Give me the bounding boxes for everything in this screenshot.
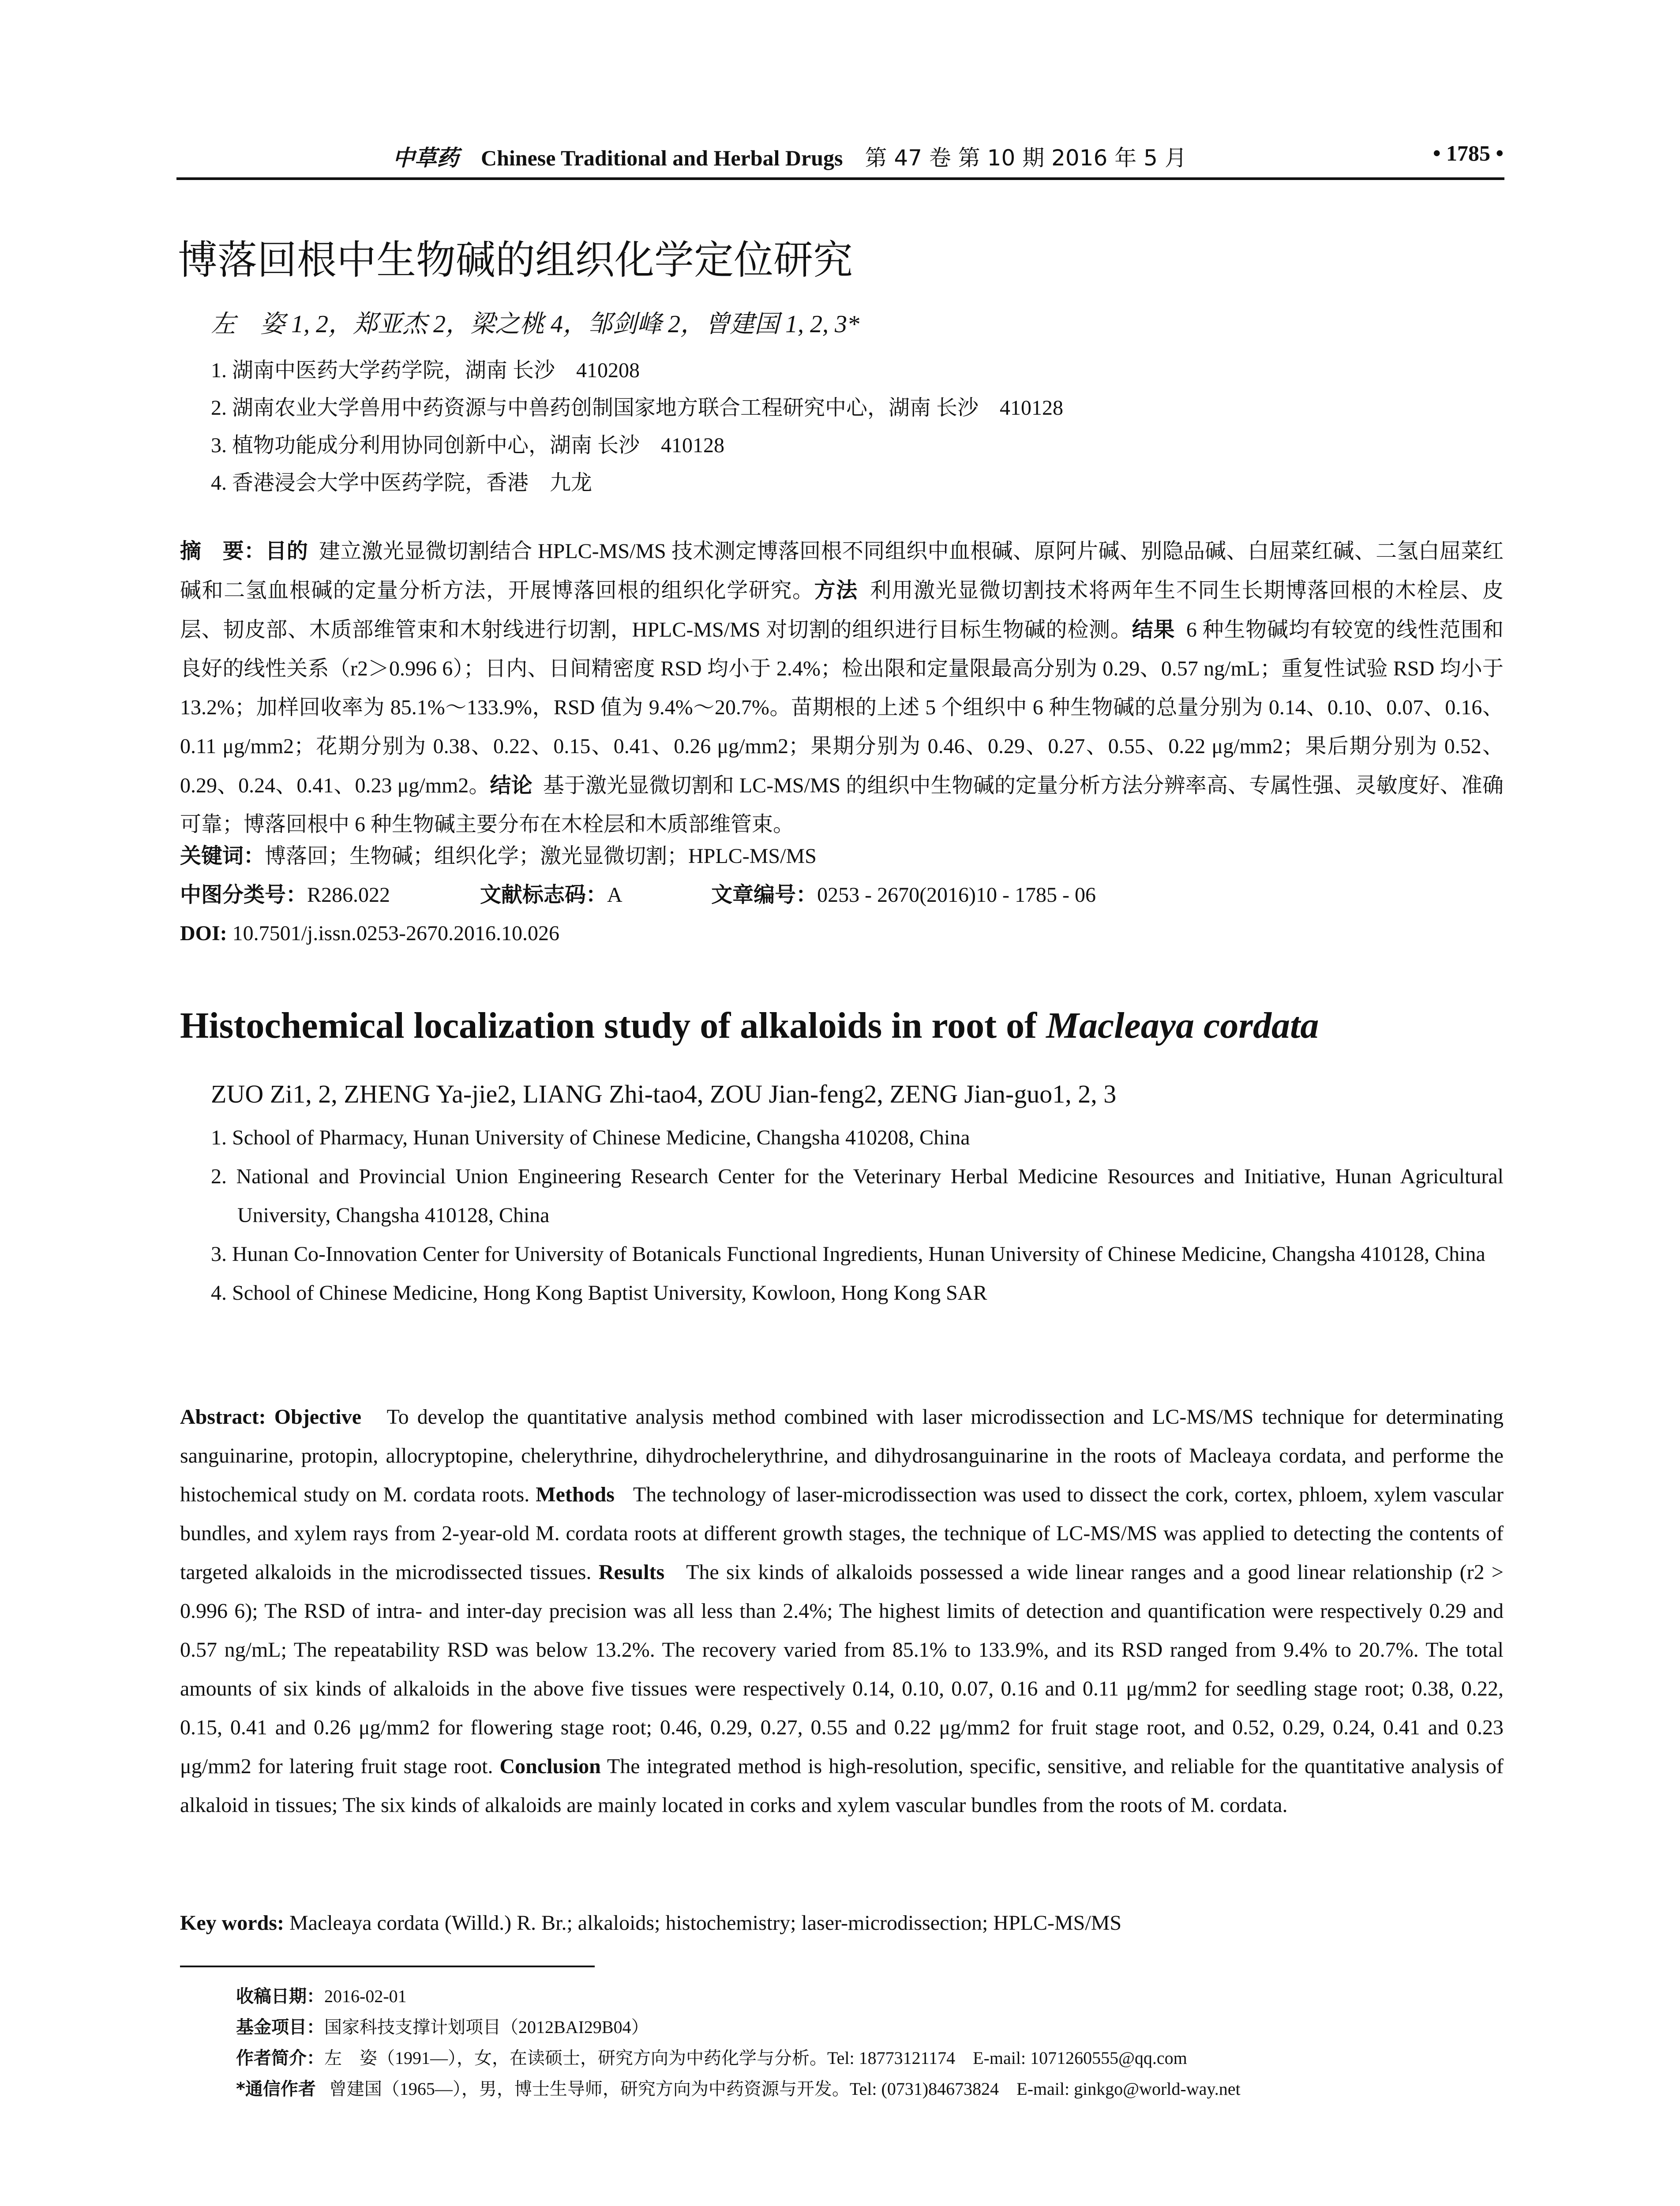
english-title-main: Histochemical localization study of alkaloids in root of bbox=[180, 1005, 1046, 1046]
running-header bbox=[393, 140, 1187, 176]
methods-text: 利用激光显微切割技术将两年生不同生长期博落回根的木栓层、皮层、韧皮部、木质部维管束和木射线进行切割，HPLC-MS/MS 对切割的组织进行目标生物碱的检测。 bbox=[180, 579, 1504, 642]
abstract-label: 摘 要： bbox=[180, 539, 266, 563]
page-number: • 1785 • bbox=[1432, 141, 1504, 165]
english-affiliations bbox=[211, 1118, 1504, 1313]
en-methods-text: The technology of laser-microdissection was used to dissect the cork, cortex, phloem, xylem vascular bundles, and xylem rays from 2-year-old M. cordata roots at different growth stages, the technique of LC-MS/MS was applied to detecting the contents of targeted alkaloids in the microdissected tissues. bbox=[180, 1483, 1504, 1584]
clc-value: R286.022 bbox=[307, 883, 390, 907]
footnote-funding bbox=[236, 2012, 649, 2043]
chinese-keywords bbox=[180, 838, 817, 874]
methods-label: 方法 bbox=[814, 578, 858, 603]
footnote-corresponding bbox=[236, 2074, 1241, 2105]
en-abstract-label: Abstract: Objective bbox=[180, 1405, 362, 1429]
en-methods-label: Methods bbox=[536, 1483, 615, 1506]
doc-code-label: 文献标志码： bbox=[480, 882, 608, 907]
en-keywords-text: Macleaya cordata (Willd.) R. Br.; alkaloids; histochemistry; laser-microdissection; HPLC-MS/MS bbox=[289, 1911, 1122, 1935]
doi-label: DOI: bbox=[180, 922, 227, 945]
chinese-authors: 左 姿 1, 2，郑亚杰 2，梁之桃 4，邹剑峰 2，曾建国 1, 2, 3* bbox=[211, 311, 859, 338]
en-conclusion-label: Conclusion bbox=[499, 1755, 601, 1778]
footnote-label: 基金项目： bbox=[236, 2017, 324, 2037]
footnote-text: 曾建国（1965—），男，博士生导师，研究方向为中药资源与开发。Tel: (0731)84673824 E-mail: ginkgo@world-way.net bbox=[329, 2079, 1241, 2099]
footnote-label: *通信作者 bbox=[236, 2079, 316, 2099]
english-abstract bbox=[180, 1398, 1504, 1825]
en-objective-text: To develop the quantitative analysis method combined with laser microdissection and LC-MS/MS technique for determinating sanguinarine, protopin, allocryptopine, chelerythrine, dihydrochelerythrine, and dihydrosanguinarine in the roots of Macleaya cordata, and performe the histochemical study on M. cordata roots. bbox=[180, 1405, 1504, 1506]
footnote-label: 收稿日期： bbox=[236, 1986, 324, 2007]
header-rule bbox=[176, 177, 1504, 180]
chinese-abstract bbox=[180, 532, 1504, 844]
footnote-label: 作者简介： bbox=[236, 2048, 324, 2068]
conclusion-text: 基于激光显微切割和 LC-MS/MS 的组织中生物碱的定量分析方法分辨率高、专属性强、灵敏度好、准确可靠；博落回根中 6 种生物碱主要分布在木栓层和木质部维管束。 bbox=[180, 774, 1504, 836]
keywords-text: 博落回；生物碱；组织化学；激光显微切割；HPLC-MS/MS bbox=[265, 844, 817, 868]
en-keywords-label: Key words: bbox=[180, 1911, 284, 1935]
english-title-species: Macleaya cordata bbox=[1046, 1005, 1319, 1046]
english-affiliation: 2. National and Provincial Union Engineering Research Center for the Veterinary Herbal Medicine Resources and Initiative, Hunan Agricultural University, Changsha 410128, China bbox=[211, 1165, 1504, 1227]
english-affiliation: 1. School of Pharmacy, Hunan University of Chinese Medicine, Changsha 410208, China bbox=[211, 1126, 970, 1149]
classification-line bbox=[180, 877, 1096, 913]
en-results-label: Results bbox=[598, 1561, 665, 1584]
issue-info: 第 47 卷 第 10 期 2016 年 5 月 bbox=[865, 145, 1187, 171]
journal-name-cn: 中草药 bbox=[393, 145, 459, 171]
conclusion-label: 结论 bbox=[490, 773, 532, 798]
clc-label: 中图分类号： bbox=[180, 882, 308, 907]
objective-text: 建立激光显微切割结合 HPLC-MS/MS 技术测定博落回根不同组织中血根碱、原阿片碱、别隐品碱、白屈菜红碱、二氢白屈菜红碱和二氢血根碱的定量分析方法，开展博落回根的组织化学研究。 bbox=[180, 540, 1504, 602]
footnote-text: 2016-02-01 bbox=[324, 1986, 407, 2006]
doi-line bbox=[180, 916, 559, 951]
results-label: 结果 bbox=[1132, 617, 1175, 642]
en-results-text: The six kinds of alkaloids possessed a wide linear ranges and a good linear relationship (r2 > 0.996 6); The RSD of intra- and inter-day precision was all less than 2.4%; The highest limits of detection and quantification were respectively 0.29 and 0.57 ng/mL; The repeatability RSD was below 13.2%. The recovery varied from 85.1% to 133.9%, and its RSD ranged from 9.4% to 20.7%. The total amounts of six kinds of alkaloids in the above five tissues were respectively 0.14, 0.10, 0.07, 0.16 and 0.11 μg/mm2 for seedling stage root; 0.38, 0.22, 0.15, 0.41 and 0.26 μg/mm2 for flowering stage root; 0.46, 0.29, 0.27, 0.55 and 0.22 μg/mm2 for fruit stage root, and 0.52, 0.29, 0.24, 0.41 and 0.23 μg/mm2 for latering fruit stage root. bbox=[180, 1561, 1504, 1778]
footnote-text: 左 姿（1991—），女，在读硕士，研究方向为中药化学与分析。Tel: 18773121174 E-mail: 1071260555@qq.com bbox=[324, 2048, 1187, 2068]
english-keywords bbox=[180, 1904, 1504, 1943]
chinese-affiliation: 4. 香港浸会大学中医药学院，香港 九龙 bbox=[211, 471, 592, 495]
chinese-affiliation: 3. 植物功能成分利用协同创新中心，湖南 长沙 410128 bbox=[211, 434, 725, 457]
chinese-affiliation: 1. 湖南中医药大学药学院，湖南 长沙 410208 bbox=[211, 359, 640, 382]
journal-name-en: Chinese Traditional and Herbal Drugs bbox=[481, 146, 843, 170]
keywords-label: 关键词： bbox=[180, 844, 265, 868]
english-authors: ZUO Zi1, 2, ZHENG Ya-jie2, LIANG Zhi-tao4, ZOU Jian-feng2, ZENG Jian-guo1, 2, 3 bbox=[211, 1080, 1117, 1108]
doi-value: 10.7501/j.issn.0253-2670.2016.10.026 bbox=[232, 922, 560, 945]
footnote-author-bio bbox=[236, 2043, 1187, 2074]
english-affiliation: 4. School of Chinese Medicine, Hong Kong Baptist University, Kowloon, Hong Kong SAR bbox=[211, 1281, 987, 1305]
footnote-rule bbox=[180, 1966, 595, 1967]
chinese-title: 博落回根中生物碱的组织化学定位研究 bbox=[178, 237, 853, 283]
footnote-text: 国家科技支撑计划项目（2012BAI29B04） bbox=[324, 2017, 649, 2037]
en-conclusion-text: The integrated method is high-resolution, specific, sensitive, and reliable for the quantitative analysis of alkaloid in tissues; The six kinds of alkaloids are mainly located in corks and xylem vascular bundles from the roots of M. cordata. bbox=[180, 1755, 1504, 1817]
english-affiliation: 3. Hunan Co-Innovation Center for University of Botanicals Functional Ingredients, Hunan University of Chinese Medicine, Changsha 410128, China bbox=[211, 1242, 1485, 1266]
objective-label: 目的 bbox=[265, 539, 308, 563]
article-no-label: 文章编号： bbox=[711, 882, 818, 907]
doc-code-value: A bbox=[607, 883, 622, 907]
article-no-value: 0253 - 2670(2016)10 - 1785 - 06 bbox=[817, 883, 1096, 907]
footnote-received bbox=[236, 1981, 407, 2012]
english-title bbox=[180, 1002, 1319, 1050]
results-text: 6 种生物碱均有较宽的线性范围和良好的线性关系（r2＞0.996 6）；日内、日间精密度 RSD 均小于 2.4%；检出限和定量限最高分别为 0.29、0.57 ng/mL；重复性试验 RSD 均小于 13.2%；加样回收率为 85.1%～133.9%，RSD 值为 9.4%～20.7%。苗期根的上述 5 个组织中 6 种生物碱的总量分别为 0.14、0.10、0.07、0.16、0.11 μg/mm2；花期分别为 0.38、0.22、0.15、0.41、0.26 μg/mm2；果期分别为 0.46、0.29、0.27、0.55、0.22 μg/mm2；果后期分别为 0.52、0.29、0.24、0.41、0.23 μg/mm2。 bbox=[180, 618, 1504, 797]
chinese-affiliation: 2. 湖南农业大学兽用中药资源与中兽药创制国家地方联合工程研究中心，湖南 长沙 410128 bbox=[211, 396, 1064, 420]
